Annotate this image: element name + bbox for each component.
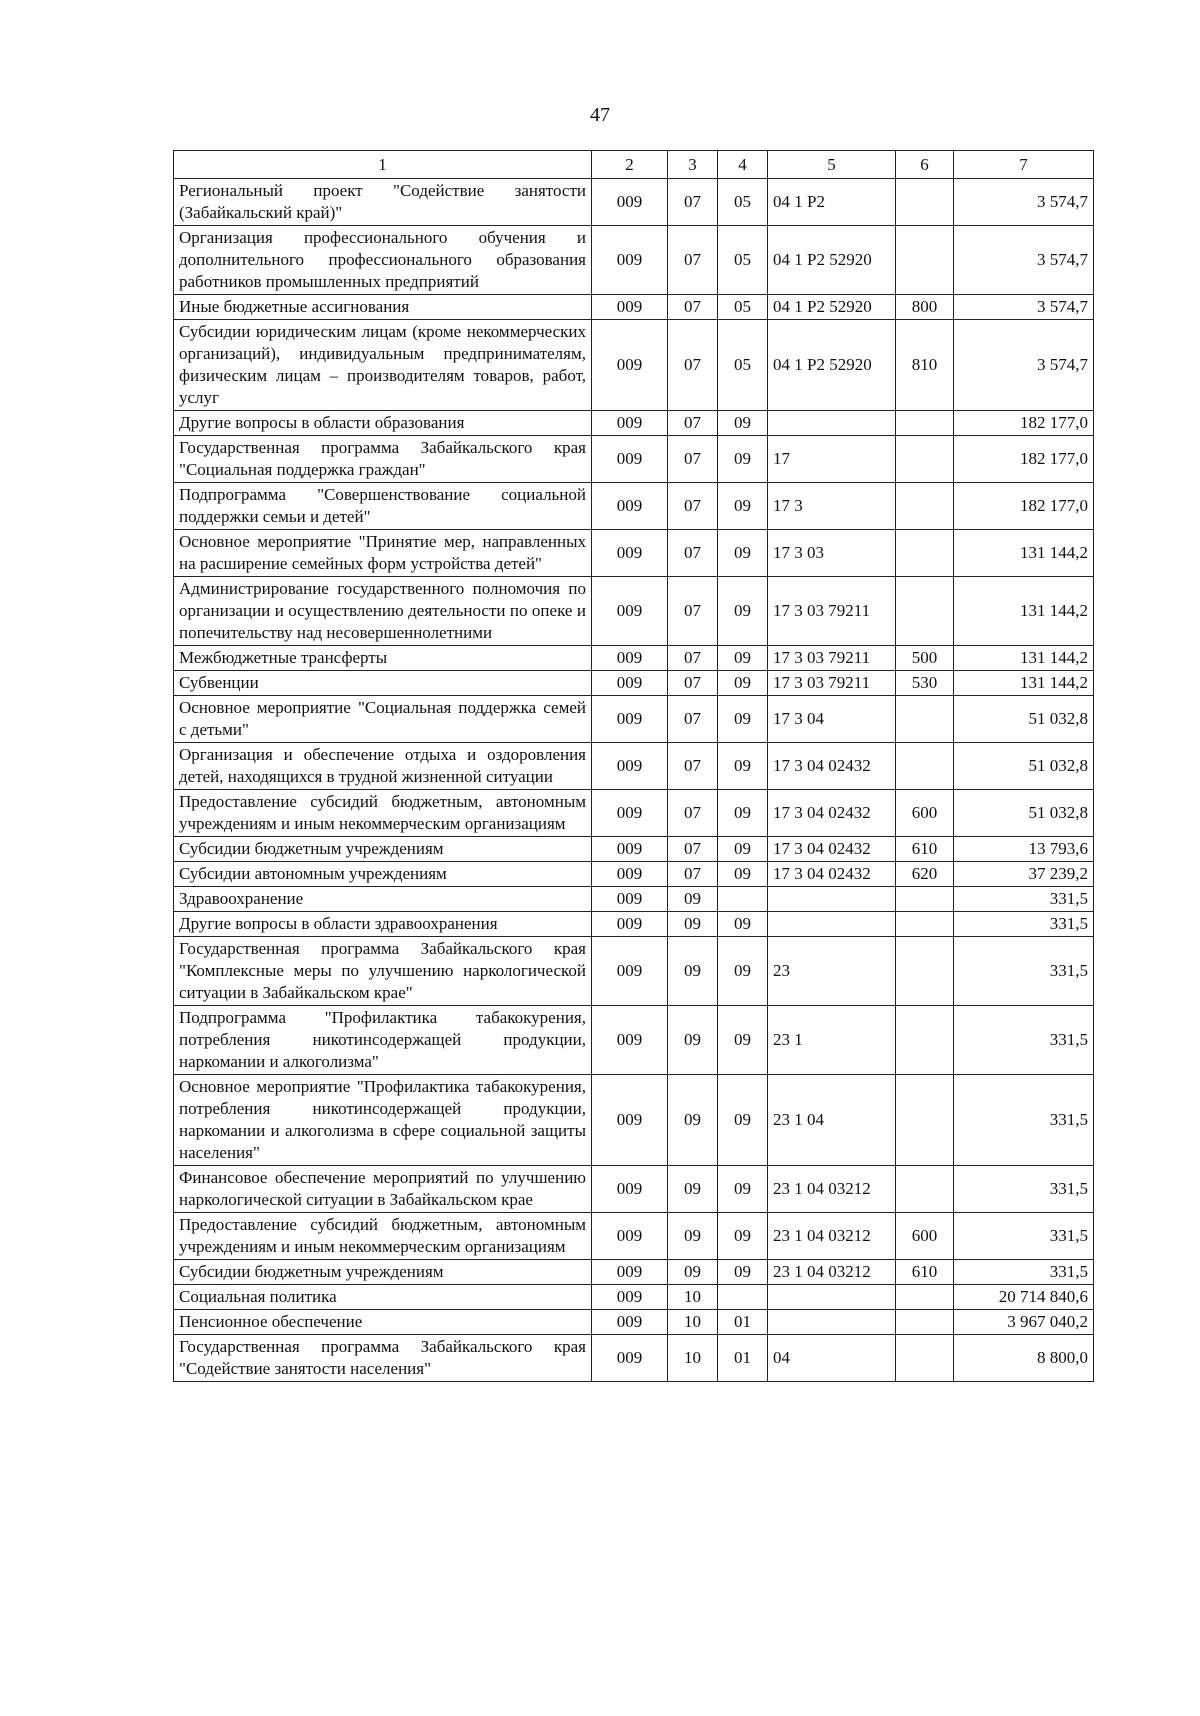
table-row — [174, 179, 1094, 226]
cell-section: 07 — [668, 743, 718, 790]
cell-subsection: 01 — [718, 1310, 768, 1335]
cell-section: 07 — [668, 696, 718, 743]
cell-target-article — [768, 912, 896, 937]
cell-target-article: 17 3 03 — [768, 530, 896, 577]
cell-amount: 51 032,8 — [954, 743, 1094, 790]
cell-name: Государственная программа Забайкальского края "Содействие занятости населения" — [174, 1335, 592, 1382]
cell-section: 07 — [668, 411, 718, 436]
cell-section: 09 — [668, 912, 718, 937]
header-col-2: 2 — [592, 151, 668, 179]
cell-subsection: 09 — [718, 837, 768, 862]
table-body — [174, 179, 1094, 1382]
cell-target-article: 04 1 P2 — [768, 179, 896, 226]
cell-name: Межбюджетные трансферты — [174, 646, 592, 671]
cell-amount: 3 967 040,2 — [954, 1310, 1094, 1335]
table-row — [174, 671, 1094, 696]
cell-section: 07 — [668, 862, 718, 887]
cell-ministry: 009 — [592, 696, 668, 743]
cell-amount: 182 177,0 — [954, 483, 1094, 530]
cell-expense-type: 500 — [896, 646, 954, 671]
cell-subsection: 09 — [718, 937, 768, 1006]
table-row — [174, 436, 1094, 483]
cell-amount: 131 144,2 — [954, 530, 1094, 577]
cell-target-article: 17 3 04 02432 — [768, 837, 896, 862]
cell-name: Субсидии юридическим лицам (кроме некоммерческих организаций), индивидуальным предпринимателям, физическим лицам – производителям товаров, работ, услуг — [174, 320, 592, 411]
cell-target-article: 23 1 — [768, 1006, 896, 1075]
cell-subsection: 05 — [718, 320, 768, 411]
cell-ministry: 009 — [592, 320, 668, 411]
cell-amount: 3 574,7 — [954, 295, 1094, 320]
table-row — [174, 646, 1094, 671]
cell-subsection: 01 — [718, 1335, 768, 1382]
cell-section: 07 — [668, 837, 718, 862]
cell-ministry: 009 — [592, 646, 668, 671]
table-row — [174, 743, 1094, 790]
cell-amount: 131 144,2 — [954, 671, 1094, 696]
cell-target-article — [768, 1285, 896, 1310]
header-col-5: 5 — [768, 151, 896, 179]
cell-expense-type — [896, 887, 954, 912]
cell-name: Региональный проект "Содействие занятости (Забайкальский край)" — [174, 179, 592, 226]
cell-section: 09 — [668, 937, 718, 1006]
cell-ministry: 009 — [592, 436, 668, 483]
cell-name: Основное мероприятие "Профилактика табакокурения, потребления никотинсодержащей продукции, наркомании и алкоголизма в сфере социальной защиты населения" — [174, 1075, 592, 1166]
cell-target-article: 17 3 03 79211 — [768, 646, 896, 671]
cell-subsection: 09 — [718, 1166, 768, 1213]
cell-subsection: 09 — [718, 577, 768, 646]
cell-amount: 8 800,0 — [954, 1335, 1094, 1382]
cell-subsection: 09 — [718, 1260, 768, 1285]
table-row — [174, 1310, 1094, 1335]
cell-amount: 3 574,7 — [954, 226, 1094, 295]
table-row — [174, 862, 1094, 887]
table-row — [174, 1075, 1094, 1166]
cell-subsection: 09 — [718, 436, 768, 483]
cell-amount: 331,5 — [954, 912, 1094, 937]
cell-subsection: 09 — [718, 411, 768, 436]
cell-expense-type — [896, 179, 954, 226]
cell-amount: 20 714 840,6 — [954, 1285, 1094, 1310]
cell-name: Здравоохранение — [174, 887, 592, 912]
cell-name: Субсидии бюджетным учреждениям — [174, 1260, 592, 1285]
cell-expense-type — [896, 226, 954, 295]
cell-expense-type — [896, 1166, 954, 1213]
cell-section: 09 — [668, 1075, 718, 1166]
cell-subsection: 09 — [718, 696, 768, 743]
cell-amount: 37 239,2 — [954, 862, 1094, 887]
cell-ministry: 009 — [592, 1213, 668, 1260]
cell-name: Другие вопросы в области здравоохранения — [174, 912, 592, 937]
cell-subsection: 09 — [718, 483, 768, 530]
header-col-3: 3 — [668, 151, 718, 179]
cell-amount: 51 032,8 — [954, 696, 1094, 743]
cell-target-article: 17 3 — [768, 483, 896, 530]
cell-amount: 3 574,7 — [954, 320, 1094, 411]
cell-expense-type: 620 — [896, 862, 954, 887]
cell-amount: 331,5 — [954, 1213, 1094, 1260]
cell-ministry: 009 — [592, 577, 668, 646]
cell-name: Другие вопросы в области образования — [174, 411, 592, 436]
cell-section: 07 — [668, 530, 718, 577]
cell-section: 09 — [668, 1166, 718, 1213]
cell-name: Подпрограмма "Профилактика табакокурения, потребления никотинсодержащей продукции, наркомании и алкоголизма" — [174, 1006, 592, 1075]
cell-expense-type — [896, 1335, 954, 1382]
cell-subsection — [718, 1285, 768, 1310]
table-row — [174, 937, 1094, 1006]
cell-expense-type — [896, 530, 954, 577]
cell-ministry: 009 — [592, 837, 668, 862]
cell-ministry: 009 — [592, 790, 668, 837]
cell-target-article: 17 3 04 02432 — [768, 790, 896, 837]
cell-ministry: 009 — [592, 1285, 668, 1310]
table-row — [174, 696, 1094, 743]
cell-ministry: 009 — [592, 1335, 668, 1382]
cell-subsection: 09 — [718, 530, 768, 577]
cell-section: 07 — [668, 577, 718, 646]
cell-amount: 331,5 — [954, 1075, 1094, 1166]
cell-target-article: 17 3 04 02432 — [768, 743, 896, 790]
table-row — [174, 411, 1094, 436]
cell-amount: 182 177,0 — [954, 411, 1094, 436]
cell-target-article: 17 — [768, 436, 896, 483]
table-row — [174, 1213, 1094, 1260]
cell-ministry: 009 — [592, 1006, 668, 1075]
cell-name: Субсидии автономным учреждениям — [174, 862, 592, 887]
cell-name: Основное мероприятие "Социальная поддержка семей с детьми" — [174, 696, 592, 743]
cell-section: 09 — [668, 887, 718, 912]
cell-subsection — [718, 887, 768, 912]
cell-name: Подпрограмма "Совершенствование социальной поддержки семьи и детей" — [174, 483, 592, 530]
cell-section: 07 — [668, 436, 718, 483]
cell-expense-type — [896, 912, 954, 937]
table-row — [174, 577, 1094, 646]
cell-section: 07 — [668, 226, 718, 295]
cell-expense-type — [896, 743, 954, 790]
cell-subsection: 05 — [718, 295, 768, 320]
table-row — [174, 295, 1094, 320]
table-header — [174, 151, 1094, 179]
cell-ministry: 009 — [592, 411, 668, 436]
cell-subsection: 09 — [718, 912, 768, 937]
cell-subsection: 09 — [718, 1213, 768, 1260]
cell-name: Предоставление субсидий бюджетным, автономным учреждениям и иным некоммерческим организациям — [174, 1213, 592, 1260]
table-row — [174, 1006, 1094, 1075]
table-row — [174, 1260, 1094, 1285]
cell-ministry: 009 — [592, 530, 668, 577]
cell-name: Финансовое обеспечение мероприятий по улучшению наркологической ситуации в Забайкальском крае — [174, 1166, 592, 1213]
cell-name: Пенсионное обеспечение — [174, 1310, 592, 1335]
cell-ministry: 009 — [592, 937, 668, 1006]
cell-name: Основное мероприятие "Принятие мер, направленных на расширение семейных форм устройства детей" — [174, 530, 592, 577]
cell-expense-type — [896, 1310, 954, 1335]
cell-expense-type: 530 — [896, 671, 954, 696]
cell-amount: 13 793,6 — [954, 837, 1094, 862]
cell-ministry: 009 — [592, 295, 668, 320]
table-row — [174, 483, 1094, 530]
cell-name: Субсидии бюджетным учреждениям — [174, 837, 592, 862]
cell-ministry: 009 — [592, 887, 668, 912]
cell-section: 09 — [668, 1006, 718, 1075]
cell-section: 07 — [668, 671, 718, 696]
table-row — [174, 1166, 1094, 1213]
cell-subsection: 09 — [718, 1075, 768, 1166]
header-col-6: 6 — [896, 151, 954, 179]
cell-amount: 331,5 — [954, 937, 1094, 1006]
cell-target-article: 23 1 04 — [768, 1075, 896, 1166]
cell-ministry: 009 — [592, 1166, 668, 1213]
cell-amount: 131 144,2 — [954, 577, 1094, 646]
table-row — [174, 530, 1094, 577]
cell-name: Государственная программа Забайкальского края "Комплексные меры по улучшению наркологической ситуации в Забайкальском крае" — [174, 937, 592, 1006]
cell-expense-type: 610 — [896, 1260, 954, 1285]
cell-target-article: 23 — [768, 937, 896, 1006]
cell-section: 07 — [668, 295, 718, 320]
cell-amount: 331,5 — [954, 1006, 1094, 1075]
cell-ministry: 009 — [592, 1075, 668, 1166]
cell-expense-type: 800 — [896, 295, 954, 320]
cell-section: 07 — [668, 483, 718, 530]
table-row — [174, 1335, 1094, 1382]
cell-section: 07 — [668, 320, 718, 411]
cell-expense-type — [896, 483, 954, 530]
cell-target-article — [768, 1310, 896, 1335]
cell-target-article: 17 3 03 79211 — [768, 577, 896, 646]
cell-expense-type — [896, 1285, 954, 1310]
cell-ministry: 009 — [592, 483, 668, 530]
header-col-1: 1 — [174, 151, 592, 179]
cell-expense-type: 600 — [896, 790, 954, 837]
cell-expense-type: 600 — [896, 1213, 954, 1260]
header-row — [174, 151, 1094, 179]
cell-amount: 51 032,8 — [954, 790, 1094, 837]
cell-name: Субвенции — [174, 671, 592, 696]
cell-name: Организация профессионального обучения и дополнительного профессионального образования работников промышленных предприятий — [174, 226, 592, 295]
cell-amount: 182 177,0 — [954, 436, 1094, 483]
cell-section: 07 — [668, 179, 718, 226]
cell-subsection: 05 — [718, 226, 768, 295]
cell-section: 09 — [668, 1260, 718, 1285]
cell-ministry: 009 — [592, 1310, 668, 1335]
cell-expense-type — [896, 1075, 954, 1166]
cell-ministry: 009 — [592, 1260, 668, 1285]
cell-subsection: 09 — [718, 862, 768, 887]
cell-name: Предоставление субсидий бюджетным, автономным учреждениям и иным некоммерческим организациям — [174, 790, 592, 837]
cell-target-article — [768, 887, 896, 912]
cell-expense-type — [896, 577, 954, 646]
cell-target-article: 17 3 04 02432 — [768, 862, 896, 887]
cell-subsection: 09 — [718, 646, 768, 671]
cell-subsection: 09 — [718, 671, 768, 696]
cell-section: 09 — [668, 1213, 718, 1260]
cell-name: Иные бюджетные ассигнования — [174, 295, 592, 320]
cell-amount: 131 144,2 — [954, 646, 1094, 671]
cell-section: 10 — [668, 1335, 718, 1382]
cell-expense-type — [896, 436, 954, 483]
table-row — [174, 320, 1094, 411]
cell-expense-type — [896, 1006, 954, 1075]
cell-target-article: 23 1 04 03212 — [768, 1213, 896, 1260]
cell-ministry: 009 — [592, 743, 668, 790]
cell-target-article: 04 1 P2 52920 — [768, 226, 896, 295]
cell-target-article: 17 3 04 — [768, 696, 896, 743]
cell-subsection: 09 — [718, 1006, 768, 1075]
cell-name: Государственная программа Забайкальского края "Социальная поддержка граждан" — [174, 436, 592, 483]
cell-target-article: 23 1 04 03212 — [768, 1260, 896, 1285]
cell-target-article: 17 3 03 79211 — [768, 671, 896, 696]
table-row — [174, 226, 1094, 295]
cell-subsection: 09 — [718, 790, 768, 837]
cell-name: Организация и обеспечение отдыха и оздоровления детей, находящихся в трудной жизненной ситуации — [174, 743, 592, 790]
header-col-7: 7 — [954, 151, 1094, 179]
cell-ministry: 009 — [592, 862, 668, 887]
cell-amount: 3 574,7 — [954, 179, 1094, 226]
cell-ministry: 009 — [592, 226, 668, 295]
cell-target-article: 04 1 P2 52920 — [768, 320, 896, 411]
table-row — [174, 790, 1094, 837]
cell-name: Социальная политика — [174, 1285, 592, 1310]
budget-table — [173, 150, 1094, 1382]
cell-ministry: 009 — [592, 912, 668, 937]
cell-target-article — [768, 411, 896, 436]
cell-amount: 331,5 — [954, 1166, 1094, 1213]
cell-amount: 331,5 — [954, 1260, 1094, 1285]
cell-amount: 331,5 — [954, 887, 1094, 912]
table-row — [174, 912, 1094, 937]
table-row — [174, 1285, 1094, 1310]
header-col-4: 4 — [718, 151, 768, 179]
cell-target-article: 23 1 04 03212 — [768, 1166, 896, 1213]
cell-subsection: 09 — [718, 743, 768, 790]
cell-expense-type — [896, 937, 954, 1006]
cell-expense-type: 810 — [896, 320, 954, 411]
cell-section: 10 — [668, 1285, 718, 1310]
cell-section: 10 — [668, 1310, 718, 1335]
cell-target-article: 04 — [768, 1335, 896, 1382]
cell-subsection: 05 — [718, 179, 768, 226]
cell-ministry: 009 — [592, 671, 668, 696]
table-row — [174, 887, 1094, 912]
cell-target-article: 04 1 P2 52920 — [768, 295, 896, 320]
cell-section: 07 — [668, 790, 718, 837]
cell-name: Администрирование государственного полномочия по организации и осуществлению деятельности по опеке и попечительству над несовершеннолетними — [174, 577, 592, 646]
cell-ministry: 009 — [592, 179, 668, 226]
table-row — [174, 837, 1094, 862]
page-number: 47 — [590, 104, 610, 126]
cell-expense-type: 610 — [896, 837, 954, 862]
cell-expense-type — [896, 411, 954, 436]
cell-expense-type — [896, 696, 954, 743]
cell-section: 07 — [668, 646, 718, 671]
